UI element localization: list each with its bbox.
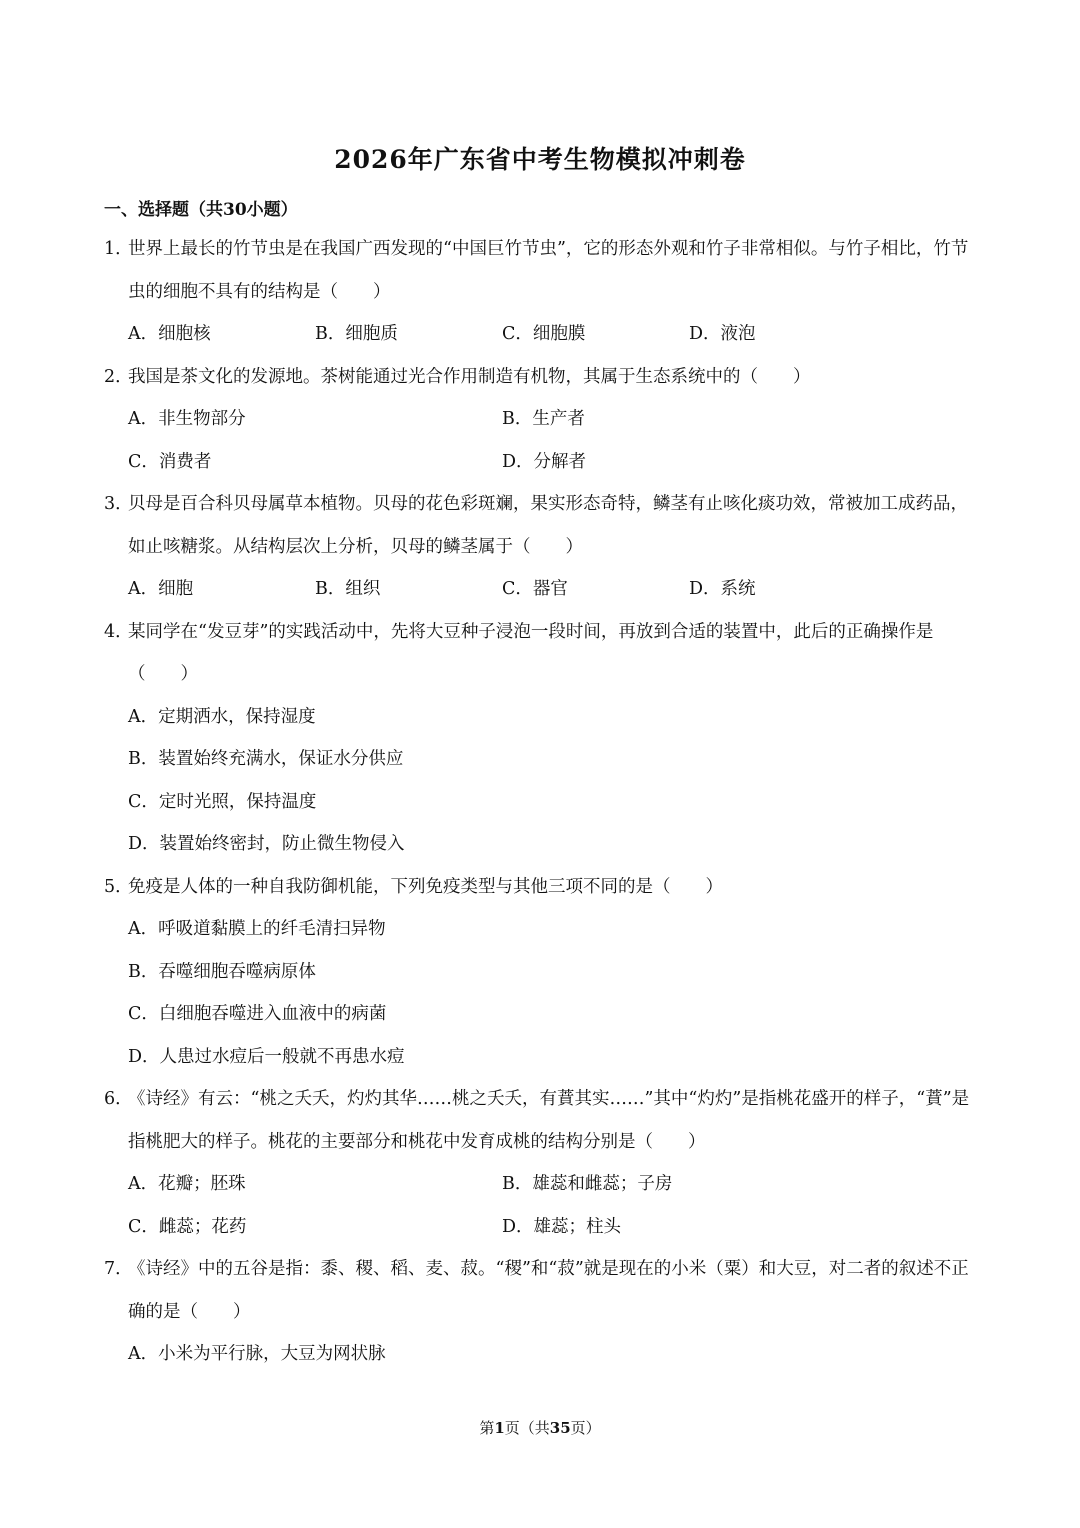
option-d: D．人患过水痘后一般就不再患水痘 [128,1046,405,1067]
option-d: D．系统 [689,579,756,599]
option-c: C．定时光照，保持温度 [128,791,317,812]
option-a: A．细胞 [128,579,194,599]
question-1 [104,228,980,356]
footer-prefix: 第 [479,1419,495,1437]
question-stem: 某同学在“发豆芽”的实践活动中，先将大豆种子浸泡一段时间，再放到合适的装置中，此后的正确操作是（ ） [128,621,934,684]
option-c: C．白细胞吞噬进入血液中的病菌 [128,1004,387,1024]
option-b: B．雄蕊和雌蕊；子房 [502,1174,673,1194]
option-d: D．雄蕊；柱头 [502,1216,622,1237]
footer-middle: 页（共 [504,1419,550,1437]
section-heading: 一、选择题（共30小题） [104,200,298,220]
question-list [104,228,980,1376]
question-4 [104,611,980,866]
option-c: C．雌蕊；花药 [128,1216,247,1237]
option-b: B．吞噬细胞吞噬病原体 [128,961,316,982]
option-b: B．装置始终充满水，保证水分供应 [128,749,404,769]
option-c: C．细胞膜 [502,324,586,344]
option-a: A．小米为平行脉，大豆为网状脉 [128,1344,386,1364]
page-total: 35 [549,1419,571,1437]
question-2 [104,356,980,484]
option-c: C．消费者 [128,451,212,472]
question-5 [104,866,980,1079]
option-d: D．分解者 [502,451,587,472]
question-number: 2． [104,366,133,387]
question-number: 4． [104,621,133,642]
page-number: 1 [494,1419,505,1437]
option-a: A．花瓣；胚珠 [128,1174,246,1194]
option-b: B．生产者 [502,409,585,429]
option-a: A．非生物部分 [128,409,246,429]
option-d: D．装置始终密封，防止微生物侵入 [128,834,405,854]
question-stem: 《诗经》中的五谷是指：黍、稷、稻、麦、菽。“稷”和“菽”就是现在的小米（粟）和大豆，对二者的叙述不正确的是（ ） [128,1259,969,1322]
question-stem: 世界上最长的竹节虫是在我国广西发现的“中国巨竹节虫”，它的形态外观和竹子非常相似。与竹子相比，竹节虫的细胞不具有的结构是（ ） [128,239,969,302]
option-d: D．液泡 [689,324,756,344]
question-stem: 免疫是人体的一种自我防御机能，下列免疫类型与其他三项不同的是（ ） [128,876,723,897]
question-7 [104,1248,980,1376]
option-b: B．组织 [315,579,381,599]
option-a: A．呼吸道黏膜上的纤毛清扫异物 [128,919,386,939]
option-a: A．定期洒水，保持湿度 [128,706,316,727]
question-number: 5． [104,876,133,897]
footer-suffix: 页） [570,1419,601,1437]
question-stem: 《诗经》有云：“桃之夭夭，灼灼其华……桃之夭夭，有蕡其实……”其中“灼灼”是指桃花盛开的样子，“蕡”是指桃肥大的样子。桃花的主要部分和桃花中发育成桃的结构分别是（ ） [128,1089,970,1152]
question-number: 3． [104,494,133,514]
option-b: B．细胞质 [315,324,398,344]
option-c: C．器官 [502,579,568,599]
question-stem: 贝母是百合科贝母属草本植物。贝母的花色彩斑斓，果实形态奇特，鳞茎有止咳化痰功效，常被加工成药品，如止咳糖浆。从结构层次上分析，贝母的鳞茎属于（ ） [128,494,968,557]
question-number: 6． [104,1089,133,1109]
question-stem: 我国是茶文化的发源地。茶树能通过光合作用制造有机物，其属于生态系统中的（ ） [128,366,811,387]
question-6 [104,1078,980,1248]
question-number: 7． [104,1259,133,1279]
question-number: 1． [104,239,133,259]
question-3 [104,483,980,611]
option-a: A．细胞核 [128,324,211,344]
page-title: 2026年广东省中考生物模拟冲刺卷 [334,145,746,174]
page-footer [0,1417,1080,1438]
